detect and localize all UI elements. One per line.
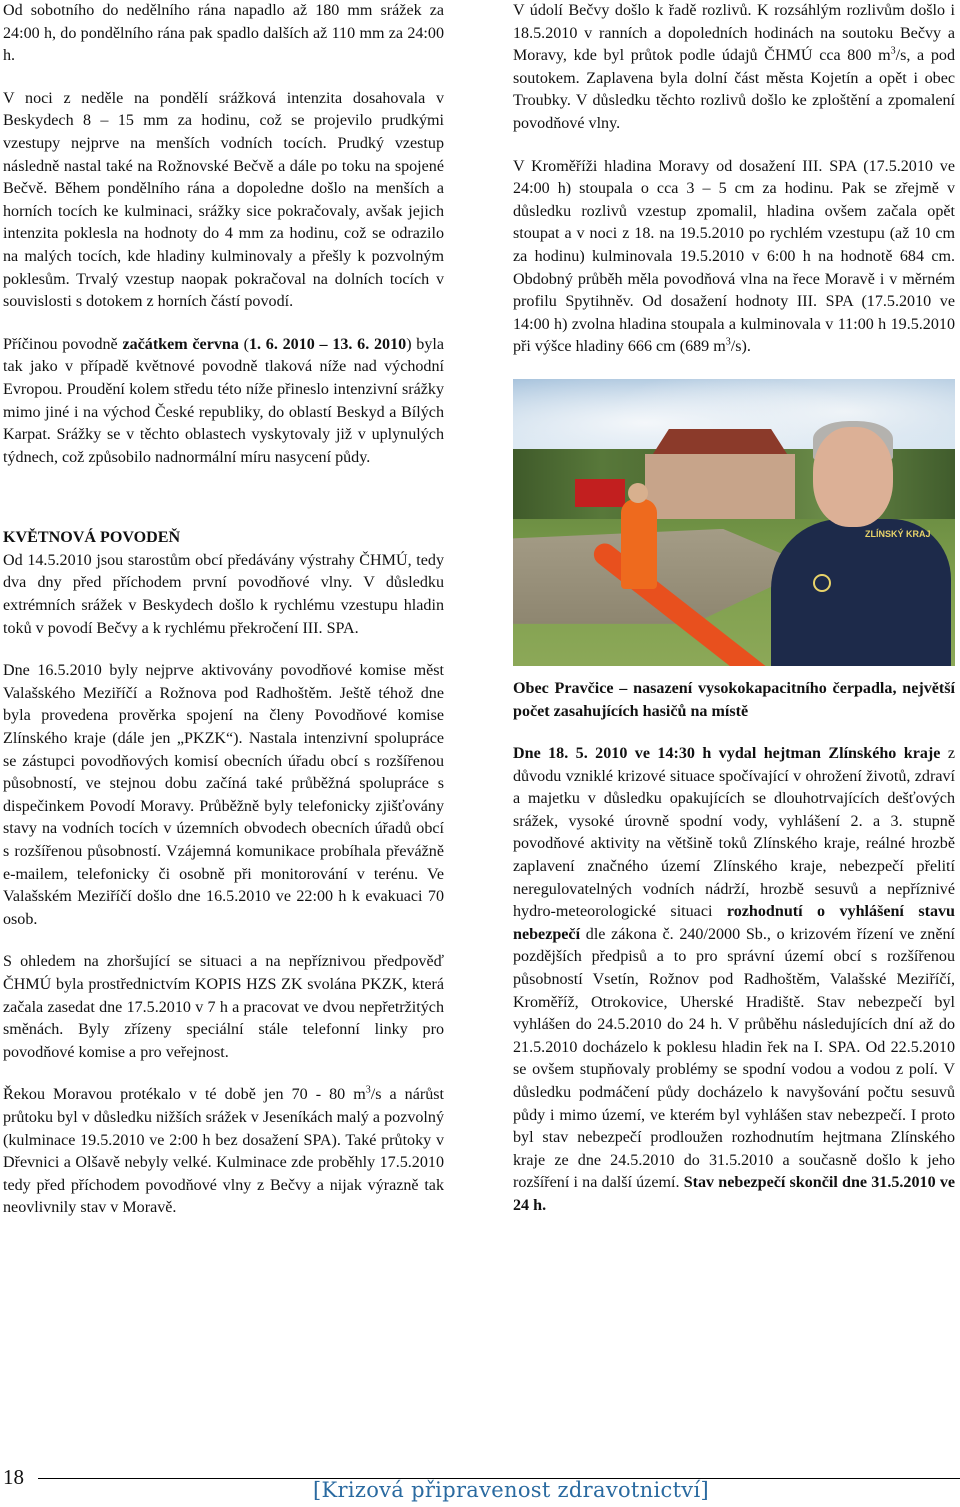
flood-photo [513,379,955,666]
paragraph-morava: Řekou Moravou protékalo v té době jen 70 - 80 $m^3/s$ a nárůst průtoku byl v důsledku nižších srážek v Jeseníkách malý a pozvolný (kulminace 19.5.2010 ve 2:00 h bez dosažení SPA). Také průtoky v Dřevnici a Olšavě nebyly velké. Kulminace zde proběhly 17.5.2010 tedy před příchodem povodňové vlny z Bečvy a nijak výrazně tak neovlivnily stav v Moravě. [3,1084,444,1217]
paragraph-june-flood: Příčinou povodně začátkem června (1. 6. 2010 – 13. 6. 2010) byla tak jako v případě květnové povodně tlaková níže nad východní Evropou. Proudění kolem středu této níže přineslo intenzivní srážky mimo jiné i na východ České republiky, do oblastí Beskyd a Bílých Karpat. Srážky se v těchto oblastech vyskytovaly již v uplynulých týdnech, což způsobilo nadnormální míru nasycení půdy. [3,335,444,466]
footer-title: [Krizová připravenost zdravotnictví] [313,1478,709,1502]
jacket-label: ZLÍNSKÝ KRAJ [865,528,931,539]
paragraph-warnings: Od 14.5.2010 jsou starostům obcí předávány výstrahy ČHMÚ, tedy dva dny před příchodem první povodňové vlny. V důsledku extrémních srážek v Beskydech došlo k rychlému vzestupu hladin toků v povodí Bečvy a k rychlému překročení III. SPA. [3,551,444,637]
left-column [3,0,444,1240]
paragraph-kromeriz: V Kroměříži hladina Moravy od dosažení III. SPA (17.5.2010 ve 24:00 h) stoupala o cca 3 – 5 cm za hodinu. Pak se zřejmě v důsledku rozlivů vzestup zpomalil, hladina ovšem začala opět stoupat a v noci z 18. na 19.5.2010 po rychlém vzestupu (až 10 cm za hodinu) kulminovala 19.5.2010 v 6:00 h na hodnotě 684 cm. Obdobný průběh měla povodňová vlna na řece Moravě i v měrném profilu Spytihněv. Od dosažení hodnoty III. SPA (17.5.2010 ve 14:00 h) zvolna hladina stoupala a kulminovala v 11:00 h 19.5.2010 při výšce hladiny 666 cm (689 $m^3/s$). [513,157,955,356]
paragraph-rainfall: Od sobotního do nedělního rána napadlo až 180 mm srážek za 24:00 h, do pondělního rána pak spadlo dalších až 110 mm za 24:00 h. [3,2,444,65]
paragraph-becva-valley: V údolí Bečvy došlo k řadě rozlivů. K rozsáhlým rozlivům došlo i 18.5.2010 v ranních a dopoledních hodinách na soutoku Bečvy a Moravy, kde byl průtok podle údajů ČHMÚ cca 800 $m^3/s$, a pod soutokem. Zaplavena byla dolní část města Kojetín a opět i obec Troubky. V důsledku těchto rozlivů došlo ke zploštění a zpomalení povodňové vlny. [513,2,955,132]
photo-caption: Obec Pravčice – nasazení vysokokapacitního čerpadla, největší počet zasahujících hasičů na místě [513,679,955,720]
paragraph-pkzk: S ohledem na zhoršující se situaci a na nepříznivou předpověď ČHMÚ byla prostřednictvím KOPIS HZS ZK svolána PKZK, která začala zasedat dne 17.5.2010 v 7 h a pracovat ve dvou nepřetržitých směnách. Byly zřízeny speciální stále telefonní linky pro povodňové komise a pro veřejnost. [3,953,444,1061]
paragraph-beskydy: V noci z neděle na pondělí srážková intenzita dosahovala v Beskydech 8 – 15 mm za hodinu, což se projevilo prudkými vzestupy nejprve na menších vodních tocích. Prudký vzestup následně nastal také na Rožnovské Bečvě a dále po toku na spojené Bečvě. Během pondělního rána a dopoledne došlo na menších a horních tocích ke kulminaci, srážky sice pokračovaly, avšak jejich intenzita poklesla na hodnoty do 4 mm za hodinu, což se odrazilo na malých tocích, kde hladiny kulminovaly a přešly k pozvolným poklesům. Trvalý vzestup naopak pokračoval na dolních tocích v souvislosti s dotokem z horních částí povodí. [3,89,444,311]
paragraph-state-of-danger: Dne 18. 5. 2010 ve 14:30 h vydal hejtman Zlínského kraje z důvodu vzniklé krizové situace spočívající v ohrožení životů, zdraví a majetku v důsledku opakujících se dlouhotrvajících dešťových srážek, vysoké úrovně spodní vody, vyhlášení 2. a 3. stupně povodňové aktivity na většině toků Zlínského kraje, reálné hrozbě zaplavení značného území Zlínského kraje, nebezpečí přelití neregulovatelných vodních nádrží, hrozbě sesuvů a nepříznivé hydro-meteorologické situaci rozhodnutí o vyhlášení stavu nebezpečí dle zákona č. 240/2000 Sb., o krizovém řízení ve znění pozdějších předpisů a to pro správní území obcí s rozšířenou působností Vsetín, Rožnov pod Radhoštěm, Valašské Meziříčí, Kroměříž, Otrokovice, Uherské Hradiště. Stav nebezpečí byl vyhlášen do 24.5.2010 do 24 h. V průběhu následujících dní až do 21.5.2010 docházelo k poklesu hladin řek na I. SPA. Od 22.5.2010 se ovšem stupňovaly problémy se spodní vodou a vodou z polí. V důsledku podmáčení půdy docházelo k navyšování počtu sesuvů půdy i mimo území, ve kterém byl vyhlášen stav nebezpečí. I proto byl stav nebezpečí prodloužen rozhodnutím hejtmana Zlínského kraje ze dne 24.5.2010 do 31.5.2010 a současně došlo k jeho rozšíření i na další území. Stav nebezpečí skončil dne 31.5.2010 ve 24 h. [513,745,956,1214]
paragraph-commissions: Dne 16.5.2010 byly nejprve aktivovány povodňové komise měst Valašského Meziříčí a Rožnova pod Radhoštěm. Ještě téhož dne byla provedena prověrka spojení na členy Povodňové komise Zlínského kraje (dále jen „PKZK“). Nastala intenzivní spolupráce se zástupci povodňových komisí obecních úřadu obcí s rozšířenou působností, ve stejnou dobu začíná také průběžná spolupráce s dispečinkem Povodí Moravy. Průběžně byly telefonicky zjišťovány stavy na vodních tocích v územních obvodech obecních úřadů obcí s rozšířenou působností. Vzájemná komunikace probíhala převážně e-mailem, telefonicky či osobně při monitorování v terénu. Ve Valašském Meziříčí došlo dne 16.5.2010 ve 22:00 h k evakuaci 70 osob. [3,662,444,928]
emblem-icon [813,574,831,592]
section-heading: KVĚTNOVÁ POVODEŇ [3,529,181,547]
page-number: 18 [3,1465,24,1489]
right-column [513,0,955,1238]
